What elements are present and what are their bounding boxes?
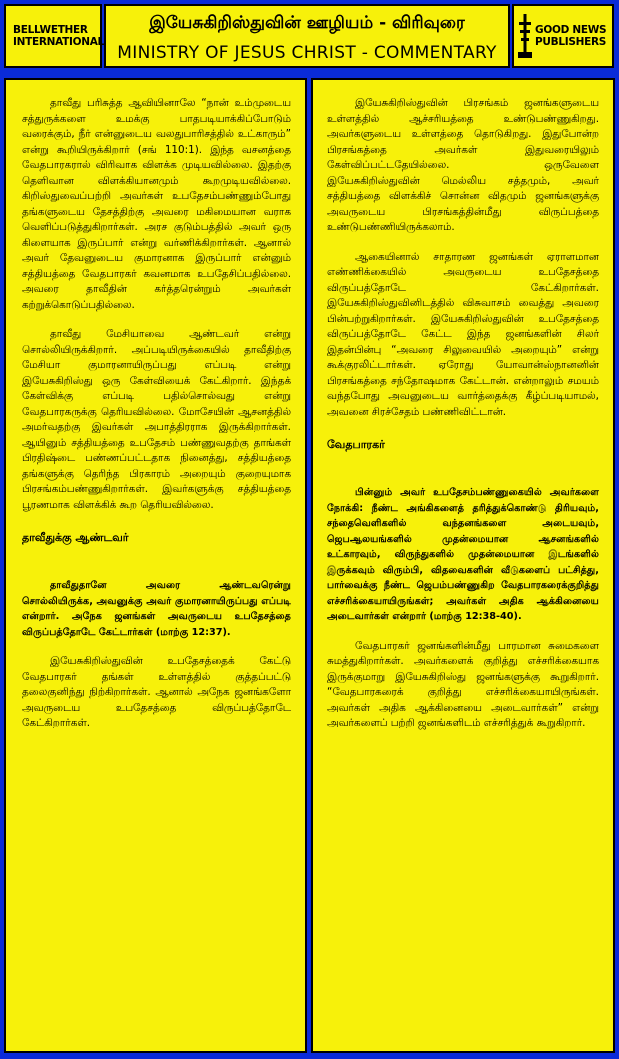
left-paragraph-2: தாவீது மேசியாவை ஆண்டவர் என்று சொல்லியிருக்கிறார். அப்படியிருக்கையில் தாவீதிற்கு மேசியா குமாரனாயிருப்பது எப்படி என்று இயேசுகிறிஸ்து ஒரு கேள்வியைக் கேட்கிறார். இந்தக் கேள்விக்கு எப்படி பதில்சொல்வது என்று வேதபாரகருக்கு தெரியவில்லை. மோசேயின் ஆசனத்தில் அமர்வதற்கு இவர்கள் அபாத்திரராக இருக்கிறார்கள். ஆயினும் சத்தியத்தை உபதேசம் பண்ணுவதற்கு தாங்கள் பிரதிஷ்டை பண்ணப்பட்டதாக நினைத்து, சத்தியத்தை தங்களுக்கு தெரிந்த பிரகாரம் அறையும் குறையுமாக பிரசங்கம்பண்ணுகிறார்கள். இவர்களுக்கு சத்தியத்தை பூரணமாக விளக்கிக் கூற தெரியவில்லை. [22,328,291,511]
bellwether-logo-text [13,24,104,48]
left-paragraph-3: இயேசுகிறிஸ்துவின் உபதேசத்தைக் கேட்டு வேதபாரகர் தங்கள் உள்ளத்தில் குத்தப்பட்டு தலைகுனிந்து நிற்கிறார்கள். ஆனால் அநேக ஜனங்களோ அவருடைய உபதேசத்தை விருப்பத்தோடே கேட்கிறார்கள். [22,655,291,729]
left-column [4,78,307,1053]
good-news-logo-line1: GOOD NEWS [535,24,607,36]
left-paragraph-1: தாவீது பரிசுத்த ஆவியினாலே “நான் உம்முடைய சத்துருக்களை உமக்கு பாதபடியாக்கிப்போடும் வரைக்கும், நீர் என்னுடைய வலதுபாரிசத்தில் உட்காரும்” என்று கூறியிருக்கிறார் (சங் 110:1). இந்த வசனத்தை வேதபாரகரால் விரிவாக விளக்க முடியவில்லை. இதற்கு தெளிவான விளக்கியானமும் கூறமுடியவில்லை. கிறிஸ்துவைப்பற்றி அவர்கள் உபதேசம்பண்ணும்போது தங்களுடைய தேசத்திற்கு அவரை மகிமையான வராக வெளிப்படுத்துகிறார்கள். அரச குடும்பத்தில் அவர் ஒரு கிளையாக இருப்பார் என்று வர்ணிக்கிறார்கள். ஆனால் அவர் தேவனுடைய குமாரனாக இருப்பார் என்னும் சத்தியத்தை வேதபாரகர் கவனமாக உபதேசிப்பதில்லை. அவரை தாவீதின் கர்த்தரென்றும் அவர்கள் கற்றுக்கொடுப்பதில்லை. [22,97,291,311]
page-title-english: MINISTRY OF JESUS CHRIST - COMMENTARY [117,43,497,63]
right-paragraph-2: ஆகையினால் சாதாரண ஜனங்கள் ஏராளமான எண்ணிக்கையில் அவருடைய உபதேசத்தை விருப்பத்தோடே கேட்கிறார்கள். இயேசுகிறிஸ்துவினிடத்தில் விசுவாசம் வைத்து அவரை பின்பற்றுகிறார்கள். இயேசுகிறிஸ்துவின் உபதேசத்தை விருப்பத்தோடே கேட்ட இந்த ஜனங்களின் சிலர் இதன்பின்பு “அவரை சிலுவையில் அறையும்” என்று கூக்குரலிட்டார்கள். ஏரோது யோவான்ஸ்நானனின் பிரசங்கத்தை சந்தோஷமாக கேட்டான். என்றாலும் சமயம் வந்தபோது அவனுடைய வார்த்தைக்கு கீழ்ப்படியாமல், அவனை சிரச்சேதம் பண்ணிவிட்டான். [327,250,599,418]
bellwether-logo [4,4,102,68]
right-paragraph-1: இயேசுகிறிஸ்துவின் பிரசங்கம் ஜனங்களுடைய உள்ளத்தில் ஆச்சரியத்தை உண்டுபண்ணுகிறது. அவர்களுடைய உள்ளத்தை தொடுகிறது. இதுபோன்ற பிரசங்கத்தை அவர்கள் இதுவரையிலும் கேள்விப்பட்டதேயில்லை. ஒருவேளை இயேசுகிறிஸ்துவின் மெல்லிய சத்தமும், அவர் சத்தியத்தை விளக்கிச் சொன்ன விதமும் ஜனங்களுக்கு அவருடைய பிரசங்கத்தின்மீது விருப்பத்தை உண்டுபண்ணியிருக்கலாம். [327,97,599,233]
right-paragraph-3: வேதபாரகர் ஜனங்களின்மீது பாரமான சுமைகளை சுமத்துகிறார்கள். அவர்களைக் குறித்து எச்சரிக்கையாக இருக்குமாறு இயேசுகிறிஸ்து ஜனங்களுக்கு கூறுகிறார். “வேதபாரகரைக் குறித்து எச்சரிக்கையாயிருங்கள். அவர்கள் அதிக ஆக்கினையை அடைவார்கள்” என்று அவர்களைப் பற்றி ஜனங்களிடம் எச்சரித்துக் கூறுகிறார். [327,639,599,729]
good-news-logo-text [535,24,606,48]
good-news-logo-line2: PUBLISHERS [535,36,606,48]
left-scripture-quote: தாவீதுதானே அவரை ஆண்டவரென்று சொல்லியிருக்க, அவனுக்கு அவர் குமாரனாயிருப்பது எப்படி என்றார். அநேக ஜனங்கள் அவருடைய உபதேசத்தை விருப்பத்தோடே கேட்டார்கள் (மாற்கு 12:37). [22,580,291,638]
title-banner [104,4,510,68]
page-title-tamil: இயேசுகிறிஸ்துவின் ஊழியம் - விரிவுரை [149,13,465,33]
bellwether-logo-line1: BELLWETHER [13,24,88,36]
left-section-heading: தாவீதுக்கு ஆண்டவர் [22,531,129,544]
good-news-logo-icon [518,14,532,58]
bellwether-logo-line2: INTERNATIONAL [13,36,104,48]
good-news-logo [512,4,614,68]
right-section-heading: வேதபாரகர் [327,438,385,451]
right-column [311,78,615,1053]
right-scripture-quote: பின்னும் அவர் உபதேசம்பண்ணுகையில் அவர்களை நோக்கி: நீண்ட அங்கிகளைத் தரித்துக்கொண்டு திரியவும், சந்தைவெளிகளில் வந்தனங்களை அடையவும், ஜெபஆலயங்களில் முதன்மையான ஆசனங்களில் உட்காரவும், விருந்துகளில் முதன்மையான இடங்களில் இருக்கவும் விரும்பி, விதவைகளின் வீடுகளைப் பட்சித்து, பார்வைக்கு நீண்ட ஜெபம்பண்ணுகிற வேதபாரகரைக்குறித்து எச்சரிக்கையாயிருங்கள்; அவர்கள் அதிக ஆக்கினையை அடைவார்கள் என்றார் (மாற்கு 12:38-40). [327,487,599,622]
